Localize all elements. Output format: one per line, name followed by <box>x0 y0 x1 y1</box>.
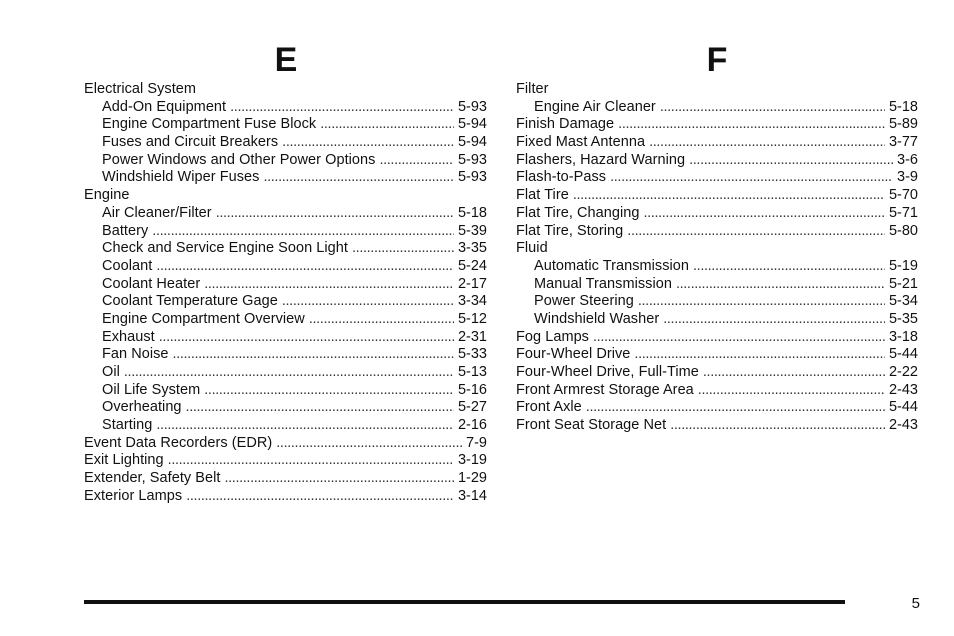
entry-text: Four-Wheel Drive, Full-Time <box>516 364 699 380</box>
entry-text: Four-Wheel Drive <box>516 346 631 363</box>
entry-text: Starting <box>102 417 153 434</box>
entry-text: Flat Tire, Storing <box>516 222 624 239</box>
dot-leader <box>156 417 454 435</box>
entry-page-number: 3-35 <box>457 240 487 257</box>
dot-leader <box>156 258 454 276</box>
dot-leader <box>618 116 885 134</box>
entry-page-number: 5-70 <box>888 187 918 204</box>
entry-text: Coolant Heater <box>102 275 201 292</box>
dot-leader <box>230 99 454 117</box>
dot-leader <box>379 152 454 170</box>
entry-page-number: 5-35 <box>888 310 918 327</box>
index-subentry <box>84 311 487 329</box>
index-entry <box>84 187 487 205</box>
index-entry <box>84 435 487 453</box>
dot-leader <box>627 223 885 241</box>
entry-page-number: 5-44 <box>888 346 918 363</box>
dot-leader <box>610 169 893 187</box>
entry-text: Power Windows and Other Power Options <box>102 151 376 168</box>
index-subentry <box>84 364 487 382</box>
index-subentry <box>84 276 487 294</box>
dot-leader <box>573 187 885 205</box>
index-entry <box>516 364 918 382</box>
index-subentry <box>516 99 918 117</box>
index-entry <box>516 399 918 417</box>
entry-text: Fuses and Circuit Breakers <box>102 134 279 151</box>
entry-page-number: 3-77 <box>888 134 918 151</box>
entry-page-number: 2-43 <box>888 417 918 434</box>
entry-page-number: 5-80 <box>888 222 918 239</box>
dot-leader <box>263 169 454 187</box>
dot-leader <box>670 417 885 435</box>
entry-text: Check and Service Engine Soon Light <box>102 240 348 257</box>
dot-leader <box>173 346 454 364</box>
dot-leader <box>638 293 885 311</box>
index-subentry <box>84 223 487 241</box>
dot-leader <box>643 205 885 223</box>
entry-text: Filter <box>516 81 549 97</box>
entry-text: Fixed Mast Antenna <box>516 134 646 151</box>
entry-text: Exit Lighting <box>84 452 164 469</box>
page-number: 5 <box>911 595 920 612</box>
index-subentry <box>84 399 487 417</box>
entry-text: Flat Tire <box>516 187 569 204</box>
index-subentry <box>84 134 487 152</box>
entry-page-number: 5-94 <box>457 116 487 133</box>
dot-leader <box>216 205 454 223</box>
entry-page-number: 2-43 <box>888 381 918 398</box>
index-entry <box>84 470 487 488</box>
entry-text: Oil Life System <box>102 381 201 398</box>
index-subentry <box>84 152 487 170</box>
entry-page-number: 3-6 <box>897 151 918 168</box>
dot-leader <box>663 311 885 329</box>
index-entry <box>516 134 918 152</box>
entry-page-number: 5-94 <box>457 134 487 151</box>
index-subentry <box>84 258 487 276</box>
dot-leader <box>703 364 885 382</box>
dot-leader <box>204 276 454 294</box>
dot-leader <box>152 223 454 241</box>
index-entry <box>516 81 918 99</box>
entry-page-number: 5-93 <box>457 98 487 115</box>
index-entry <box>516 240 918 258</box>
entry-text: Overheating <box>102 399 182 416</box>
entry-page-number: 5-21 <box>888 275 918 292</box>
entry-text: Windshield Wiper Fuses <box>102 169 260 186</box>
entry-page-number: 5-34 <box>888 293 918 310</box>
entry-text: Event Data Recorders (EDR) <box>84 434 273 451</box>
entry-page-number: 5-18 <box>888 98 918 115</box>
entry-page-number: 5-12 <box>457 310 487 327</box>
dot-leader <box>204 382 454 400</box>
entry-text: Engine Compartment Fuse Block <box>102 116 317 133</box>
index-entry <box>84 81 487 99</box>
entry-page-number: 2-31 <box>457 328 487 345</box>
dot-leader <box>676 276 885 294</box>
dot-leader <box>276 435 462 453</box>
index-subentry <box>84 329 487 347</box>
index-entry <box>516 116 918 134</box>
entry-page-number: 7-9 <box>466 434 487 451</box>
index-subentry <box>84 346 487 364</box>
dot-leader <box>660 99 885 117</box>
index-subentry <box>516 311 918 329</box>
entry-text: Coolant Temperature Gage <box>102 293 278 310</box>
entry-page-number: 2-17 <box>457 275 487 292</box>
entry-text: Front Axle <box>516 399 582 416</box>
entry-text: Manual Transmission <box>534 275 672 292</box>
index-subentry <box>84 240 487 258</box>
index-subentry <box>84 205 487 223</box>
dot-leader <box>693 258 885 276</box>
entry-text: Electrical System <box>84 81 197 97</box>
entry-text: Exhaust <box>102 328 155 345</box>
dot-leader <box>224 470 454 488</box>
entry-page-number: 5-71 <box>888 204 918 221</box>
entry-page-number: 5-18 <box>457 204 487 221</box>
dot-leader <box>186 399 454 417</box>
dot-leader <box>309 311 454 329</box>
dot-leader <box>320 116 454 134</box>
entry-page-number: 3-19 <box>457 452 487 469</box>
entry-text: Extender, Safety Belt <box>84 470 221 487</box>
index-subentry <box>84 169 487 187</box>
section-letter-e: E <box>274 41 298 79</box>
index-column-e <box>84 81 487 506</box>
entry-text: Front Seat Storage Net <box>516 417 667 434</box>
section-letter-f: F <box>706 41 728 79</box>
entry-page-number: 5-39 <box>457 222 487 239</box>
entry-page-number: 2-16 <box>457 417 487 434</box>
entry-page-number: 3-14 <box>457 487 487 504</box>
dot-leader <box>282 134 454 152</box>
entry-page-number: 5-89 <box>888 116 918 133</box>
dot-leader <box>586 399 885 417</box>
index-entry <box>516 329 918 347</box>
entry-text: Automatic Transmission <box>534 257 690 274</box>
entry-text: Engine Compartment Overview <box>102 310 305 327</box>
entry-text: Windshield Washer <box>534 310 660 327</box>
entry-text: Battery <box>102 222 149 239</box>
entry-page-number: 5-16 <box>457 381 487 398</box>
dot-leader <box>282 293 454 311</box>
index-entry <box>516 223 918 241</box>
dot-leader <box>649 134 885 152</box>
entry-text: Oil <box>102 364 120 380</box>
dot-leader <box>186 488 454 506</box>
index-entry <box>516 152 918 170</box>
index-subentry <box>516 258 918 276</box>
index-subentry <box>84 116 487 134</box>
entry-page-number: 5-93 <box>457 169 487 186</box>
entry-page-number: 5-24 <box>457 257 487 274</box>
entry-text: Add-On Equipment <box>102 98 227 115</box>
entry-text: Flash-to-Pass <box>516 169 607 186</box>
entry-text: Flashers, Hazard Warning <box>516 151 686 168</box>
dot-leader <box>689 152 893 170</box>
index-entry <box>84 488 487 506</box>
index-entry <box>516 187 918 205</box>
entry-text: Air Cleaner/Filter <box>102 204 212 221</box>
dot-leader <box>352 240 454 258</box>
entry-page-number: 1-29 <box>457 470 487 487</box>
entry-text: Coolant <box>102 257 153 274</box>
index-entry <box>516 417 918 435</box>
entry-text: Engine Air Cleaner <box>534 98 656 115</box>
dot-leader <box>634 346 885 364</box>
dot-leader <box>124 364 454 382</box>
entry-text: Finish Damage <box>516 116 615 133</box>
dot-leader <box>698 382 885 400</box>
entry-page-number: 5-33 <box>457 346 487 363</box>
entry-page-number: 3-9 <box>897 169 918 186</box>
index-entry <box>84 452 487 470</box>
index-subentry <box>84 99 487 117</box>
entry-text: Flat Tire, Changing <box>516 204 640 221</box>
entry-page-number: 5-27 <box>457 399 487 416</box>
index-subentry <box>84 382 487 400</box>
entry-text: Fog Lamps <box>516 328 589 345</box>
entry-page-number: 2-22 <box>888 364 918 380</box>
index-subentry <box>84 417 487 435</box>
entry-page-number: 5-13 <box>457 364 487 380</box>
entry-page-number: 5-93 <box>457 151 487 168</box>
index-entry <box>516 382 918 400</box>
index-subentry <box>516 276 918 294</box>
index-entry <box>516 169 918 187</box>
entry-page-number: 3-18 <box>888 328 918 345</box>
entry-text: Exterior Lamps <box>84 487 183 504</box>
index-column-f <box>516 81 918 435</box>
index-subentry <box>84 293 487 311</box>
index-entry <box>516 346 918 364</box>
entry-page-number: 3-34 <box>457 293 487 310</box>
entry-page-number: 5-44 <box>888 399 918 416</box>
dot-leader <box>593 329 885 347</box>
entry-text: Engine <box>84 187 130 204</box>
dot-leader <box>168 452 454 470</box>
index-entry <box>516 205 918 223</box>
entry-page-number: 5-19 <box>888 257 918 274</box>
entry-text: Front Armrest Storage Area <box>516 381 694 398</box>
entry-text: Fan Noise <box>102 346 169 363</box>
footer-rule <box>84 600 845 604</box>
index-subentry <box>516 293 918 311</box>
entry-text: Fluid <box>516 240 548 257</box>
entry-text: Power Steering <box>534 293 634 310</box>
dot-leader <box>159 329 454 347</box>
